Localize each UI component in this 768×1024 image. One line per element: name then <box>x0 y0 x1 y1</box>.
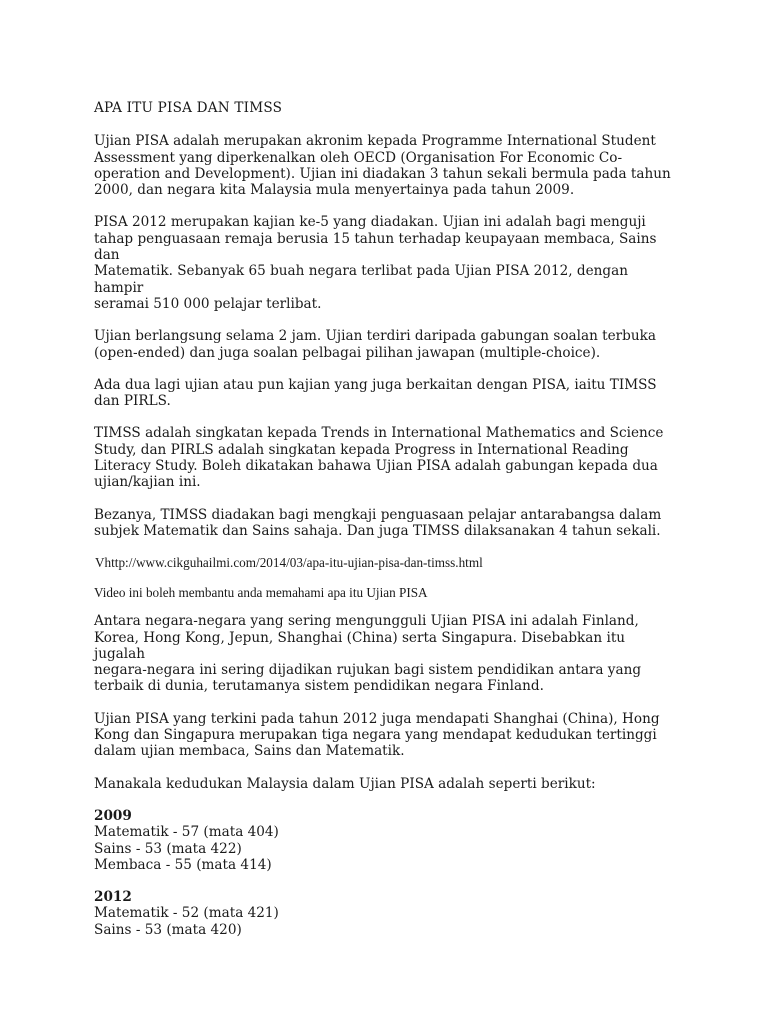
result-line-matematik: Matematik - 57 (mata 404) <box>94 824 279 841</box>
paragraph-pisa-2012-results: Ujian PISA yang terkini pada tahun 2012 juga mendapati Shanghai (China), Hong Kong dan Singapura merupakan tiga negara yang mendapat kedudukan tertinggi dalam ujian membaca, Sains dan Matematik. <box>94 710 660 760</box>
paragraph-malaysia-ranking: Manakala kedudukan Malaysia dalam Ujian PISA adalah seperti berikut: <box>94 775 596 792</box>
paragraph-timss-definition: TIMSS adalah singkatan kepada Trends in International Mathematics and Science Study, dan PIRLS adalah singkatan kepada Progress in International Reading Literacy Study. Boleh dikatakan bahawa Ujian PISA adalah gabungan kepada dua ujian/kajian ini. <box>94 425 664 491</box>
video-note: Video ini boleh membantu anda memahami apa itu Ujian PISA <box>94 585 428 601</box>
document-title: APA ITU PISA DAN TIMSS <box>94 100 283 116</box>
paragraph-top-countries: Antara negara-negara yang sering mengungguli Ujian PISA ini adalah Finland, Korea, Hong Kong, Jepun, Shanghai (China) serta Singapura. Disebabkan itu jugalah negara-negara ini sering dijadikan rujukan bagi sistem pendidikan antara yang terbaik di dunia, terutamanya sistem pendidikan negara Finland. <box>94 613 642 695</box>
paragraph-test-duration: Ujian berlangsung selama 2 jam. Ujian terdiri daripada gabungan soalan terbuka (open-ended) dan juga soalan pelbagai pilihan jawapan (multiple-choice). <box>94 328 656 361</box>
results-year: 2009 <box>94 807 132 824</box>
source-link[interactable]: Vhttp://www.cikguhailmi.com/2014/03/apa-itu-ujian-pisa-dan-timss.html <box>95 555 483 571</box>
paragraph-timss-pirls: Ada dua lagi ujian atau pun kajian yang juga berkaitan dengan PISA, iaitu TIMSS dan PIRLS. <box>94 376 657 410</box>
paragraph-pisa-2012: PISA 2012 merupakan kajian ke-5 yang diadakan. Ujian ini adalah bagi menguji tahap penguasaan remaja berusia 15 tahun terhadap keupayaan membaca, Sains dan Matematik. Sebanyak 65 buah negara terlibat pada Ujian PISA 2012, dengan hampir seramai 510 000 pelajar terlibat. <box>94 214 657 312</box>
result-line-matematik: Matematik - 52 (mata 421) <box>94 905 279 922</box>
results-2012 <box>94 889 674 938</box>
result-line-sains: Sains - 53 (mata 422) <box>94 840 242 857</box>
paragraph-timss-difference: Bezanya, TIMSS diadakan bagi mengkaji penguasaan pelajar antarabangsa dalam subjek Matematik dan Sains sahaja. Dan juga TIMSS dilaksanakan 4 tahun sekali. <box>94 506 662 539</box>
paragraph-pisa-definition: Ujian PISA adalah merupakan akronim kepada Programme International Student Assessment yang diperkenalkan oleh OECD (Organisation For Economic Co- operation and Development). Ujian ini diadakan 3 tahun sekali bermula pada tahun 2000, dan negara kita Malaysia mula menyertainya pada tahun 2009. <box>94 133 671 199</box>
result-line-membaca: Membaca - 55 (mata 414) <box>94 856 272 873</box>
results-year: 2012 <box>94 889 132 906</box>
document-page <box>94 100 674 954</box>
results-2009 <box>94 808 674 873</box>
result-line-sains: Sains - 53 (mata 420) <box>94 921 242 938</box>
